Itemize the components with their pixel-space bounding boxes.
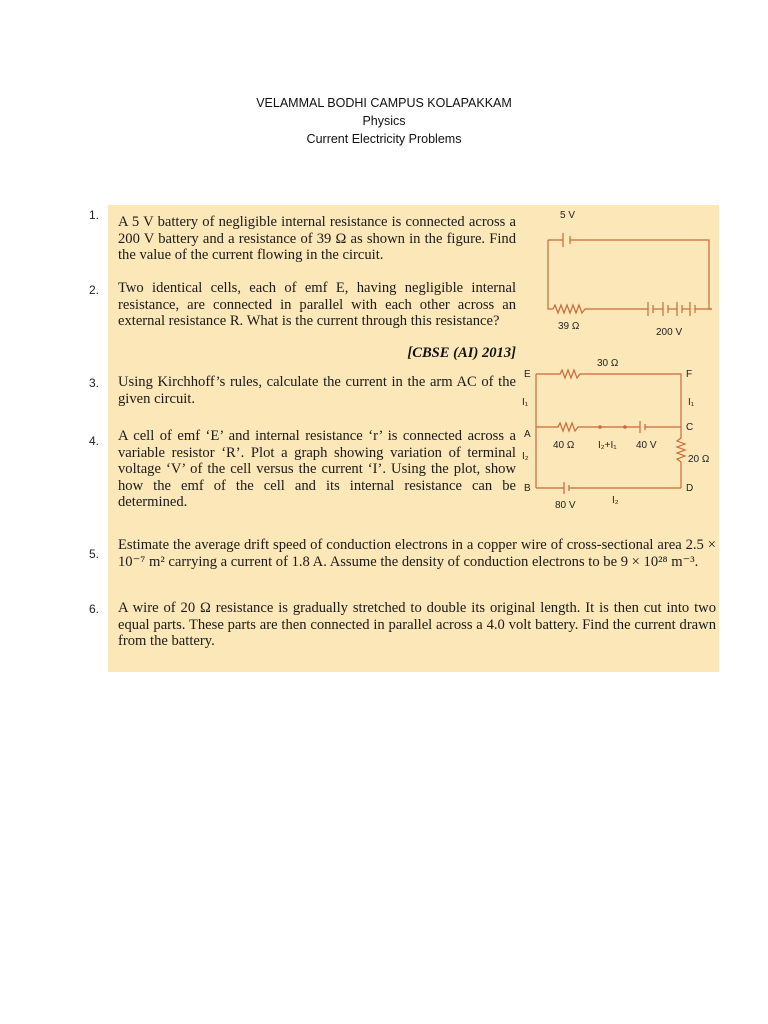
question-number-1: 1.	[89, 208, 100, 222]
label-80v: 80 V	[555, 500, 576, 511]
node-f: F	[686, 369, 693, 380]
subject-title: Physics	[362, 114, 406, 128]
question-number-3: 3.	[89, 376, 100, 390]
label-i1-left: I₁	[522, 397, 529, 408]
label-40-ohm: 40 Ω	[553, 440, 575, 451]
label-40v: 40 V	[636, 440, 657, 451]
node-d: D	[686, 483, 694, 494]
label-i2-plus-i1: I₂+I₁	[598, 440, 617, 451]
node-c: C	[686, 422, 694, 433]
label-39-ohm: 39 Ω	[558, 321, 580, 332]
question-2-text: Two identical cells, each of emf E, having negligible internal resistance, are connected in parallel with each other across an external resistance R. What is the current through this resistance?	[118, 280, 516, 330]
label-200v: 200 V	[656, 327, 683, 338]
question-number-5: 5.	[89, 547, 100, 561]
label-20-ohm: 20 Ω	[688, 454, 710, 465]
label-i1-right: I₁	[688, 397, 695, 408]
node-a: A	[524, 429, 531, 440]
circuit-1	[548, 233, 712, 316]
question-6-text: A wire of 20 Ω resistance is gradually stretched to double its original length. It is then cut into two equal parts. These parts are then connected in parallel across a 4.0 volt battery. Find the current drawn from the battery.	[118, 600, 716, 650]
topic-title: Current Electricity Problems	[306, 132, 462, 146]
label-5v: 5 V	[560, 210, 576, 221]
question-3-text: Using Kirchhoff’s rules, calculate the current in the arm AC of the given circuit.	[118, 374, 516, 407]
label-i2-bottom: I₂	[612, 495, 619, 506]
question-number-4: 4.	[89, 434, 100, 448]
question-number-6: 6.	[89, 602, 100, 616]
school-name: VELAMMAL BODHI CAMPUS KOLAPAKKAM	[256, 96, 512, 110]
question-1-text: A 5 V battery of negligible internal resistance is connected across a 200 V battery and a resistance of 39 Ω as shown in the figure. Find the value of the current flowing in the circuit.	[118, 214, 516, 264]
question-4-text: A cell of emf ‘E’ and internal resistance ‘r’ is connected across a variable resistor ‘R’. Plot a graph showing variation of terminal voltage ‘V’ of the cell versus the current ‘I’. Using the plot, show how the emf of the cell and its internal resistance can be determined.	[118, 428, 516, 511]
label-i2-left: I₂	[522, 451, 529, 462]
node-e: E	[524, 369, 531, 380]
label-30-ohm: 30 Ω	[597, 358, 619, 369]
node-b: B	[524, 483, 531, 494]
question-number-2: 2.	[89, 283, 100, 297]
question-2-source: [CBSE (AI) 2013]	[407, 345, 516, 361]
question-5-text: Estimate the average drift speed of conduction electrons in a copper wire of cross-sectional area 2.5 × 10⁻⁷ m² carrying a current of 1.8 A. Assume the density of conduction electrons to be 9 × 10²⁸ m⁻³.	[118, 537, 716, 570]
circuit-2	[536, 370, 685, 494]
